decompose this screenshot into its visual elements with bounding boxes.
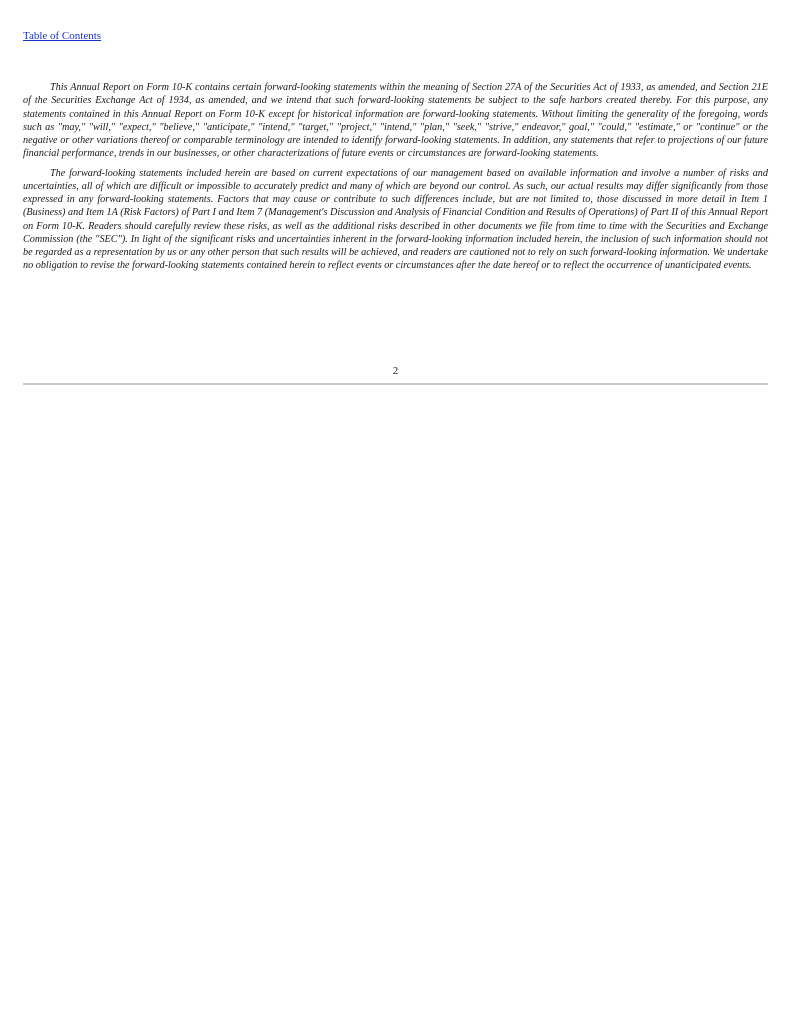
risks-and-uncertainties-paragraph: The forward-looking statements included herein are based on current expectations of our management based on available information and involve a number of risks and uncertainties, all of which are difficult or impossible to accurately predict and many of which are beyond our control. As such, our actual results may differ significantly from those expressed in any forward-looking statements. Factors that may cause or contribute to such differences include, but are not limited to, those discussed in more detail in Item 1 (Business) and Item 1A (Risk Factors) of Part I and Item 7 (Management's Discussion and Analysis of Financial Condition and Results of Operations) of Part II of this Annual Report on Form 10-K. Readers should carefully review these risks, as well as the additional risks described in other documents we file from time to time with the Securities and Exchange Commission (the "SEC"). In light of the significant risks and uncertainties inherent in the forward-looking information included herein, the inclusion of such information should not be regarded as a representation by us or any other person that such results will be achieved, and readers are cautioned not to rely on such forward-looking information. We undertake no obligation to revise the forward-looking statements contained herein to reflect events or circumstances after the date hereof or to reflect the occurrence of unanticipated events. <box>23 167 768 272</box>
page-divider <box>23 383 768 385</box>
table-of-contents-link[interactable]: Table of Contents <box>23 30 102 42</box>
forward-looking-statements-paragraph: This Annual Report on Form 10-K contains certain forward-looking statements within the meaning of Section 27A of the Securities Act of 1933, as amended, and Section 21E of the Securities Exchange Act of 1934, as amended, and we intend that such forward-looking statements be subject to the safe harbors created thereby. For this purpose, any statements contained in this Annual Report on Form 10-K except for historical information are forward-looking statements. Without limiting the generality of the foregoing, words such as "may," "will," "expect," "believe," "anticipate," "intend," "target," "project," "intend," "plan," "seek," "strive," endeavor," goal," "could," "estimate," or "continue" or the negative or other variations thereof or comparable terminology are intended to identify forward-looking statements. In addition, any statements that refer to projections of our future financial performance, trends in our businesses, or other characterizations of future events or circumstances are forward-looking statements. <box>23 82 768 160</box>
page-body <box>23 81 768 279</box>
page-number: 2 <box>392 366 399 377</box>
